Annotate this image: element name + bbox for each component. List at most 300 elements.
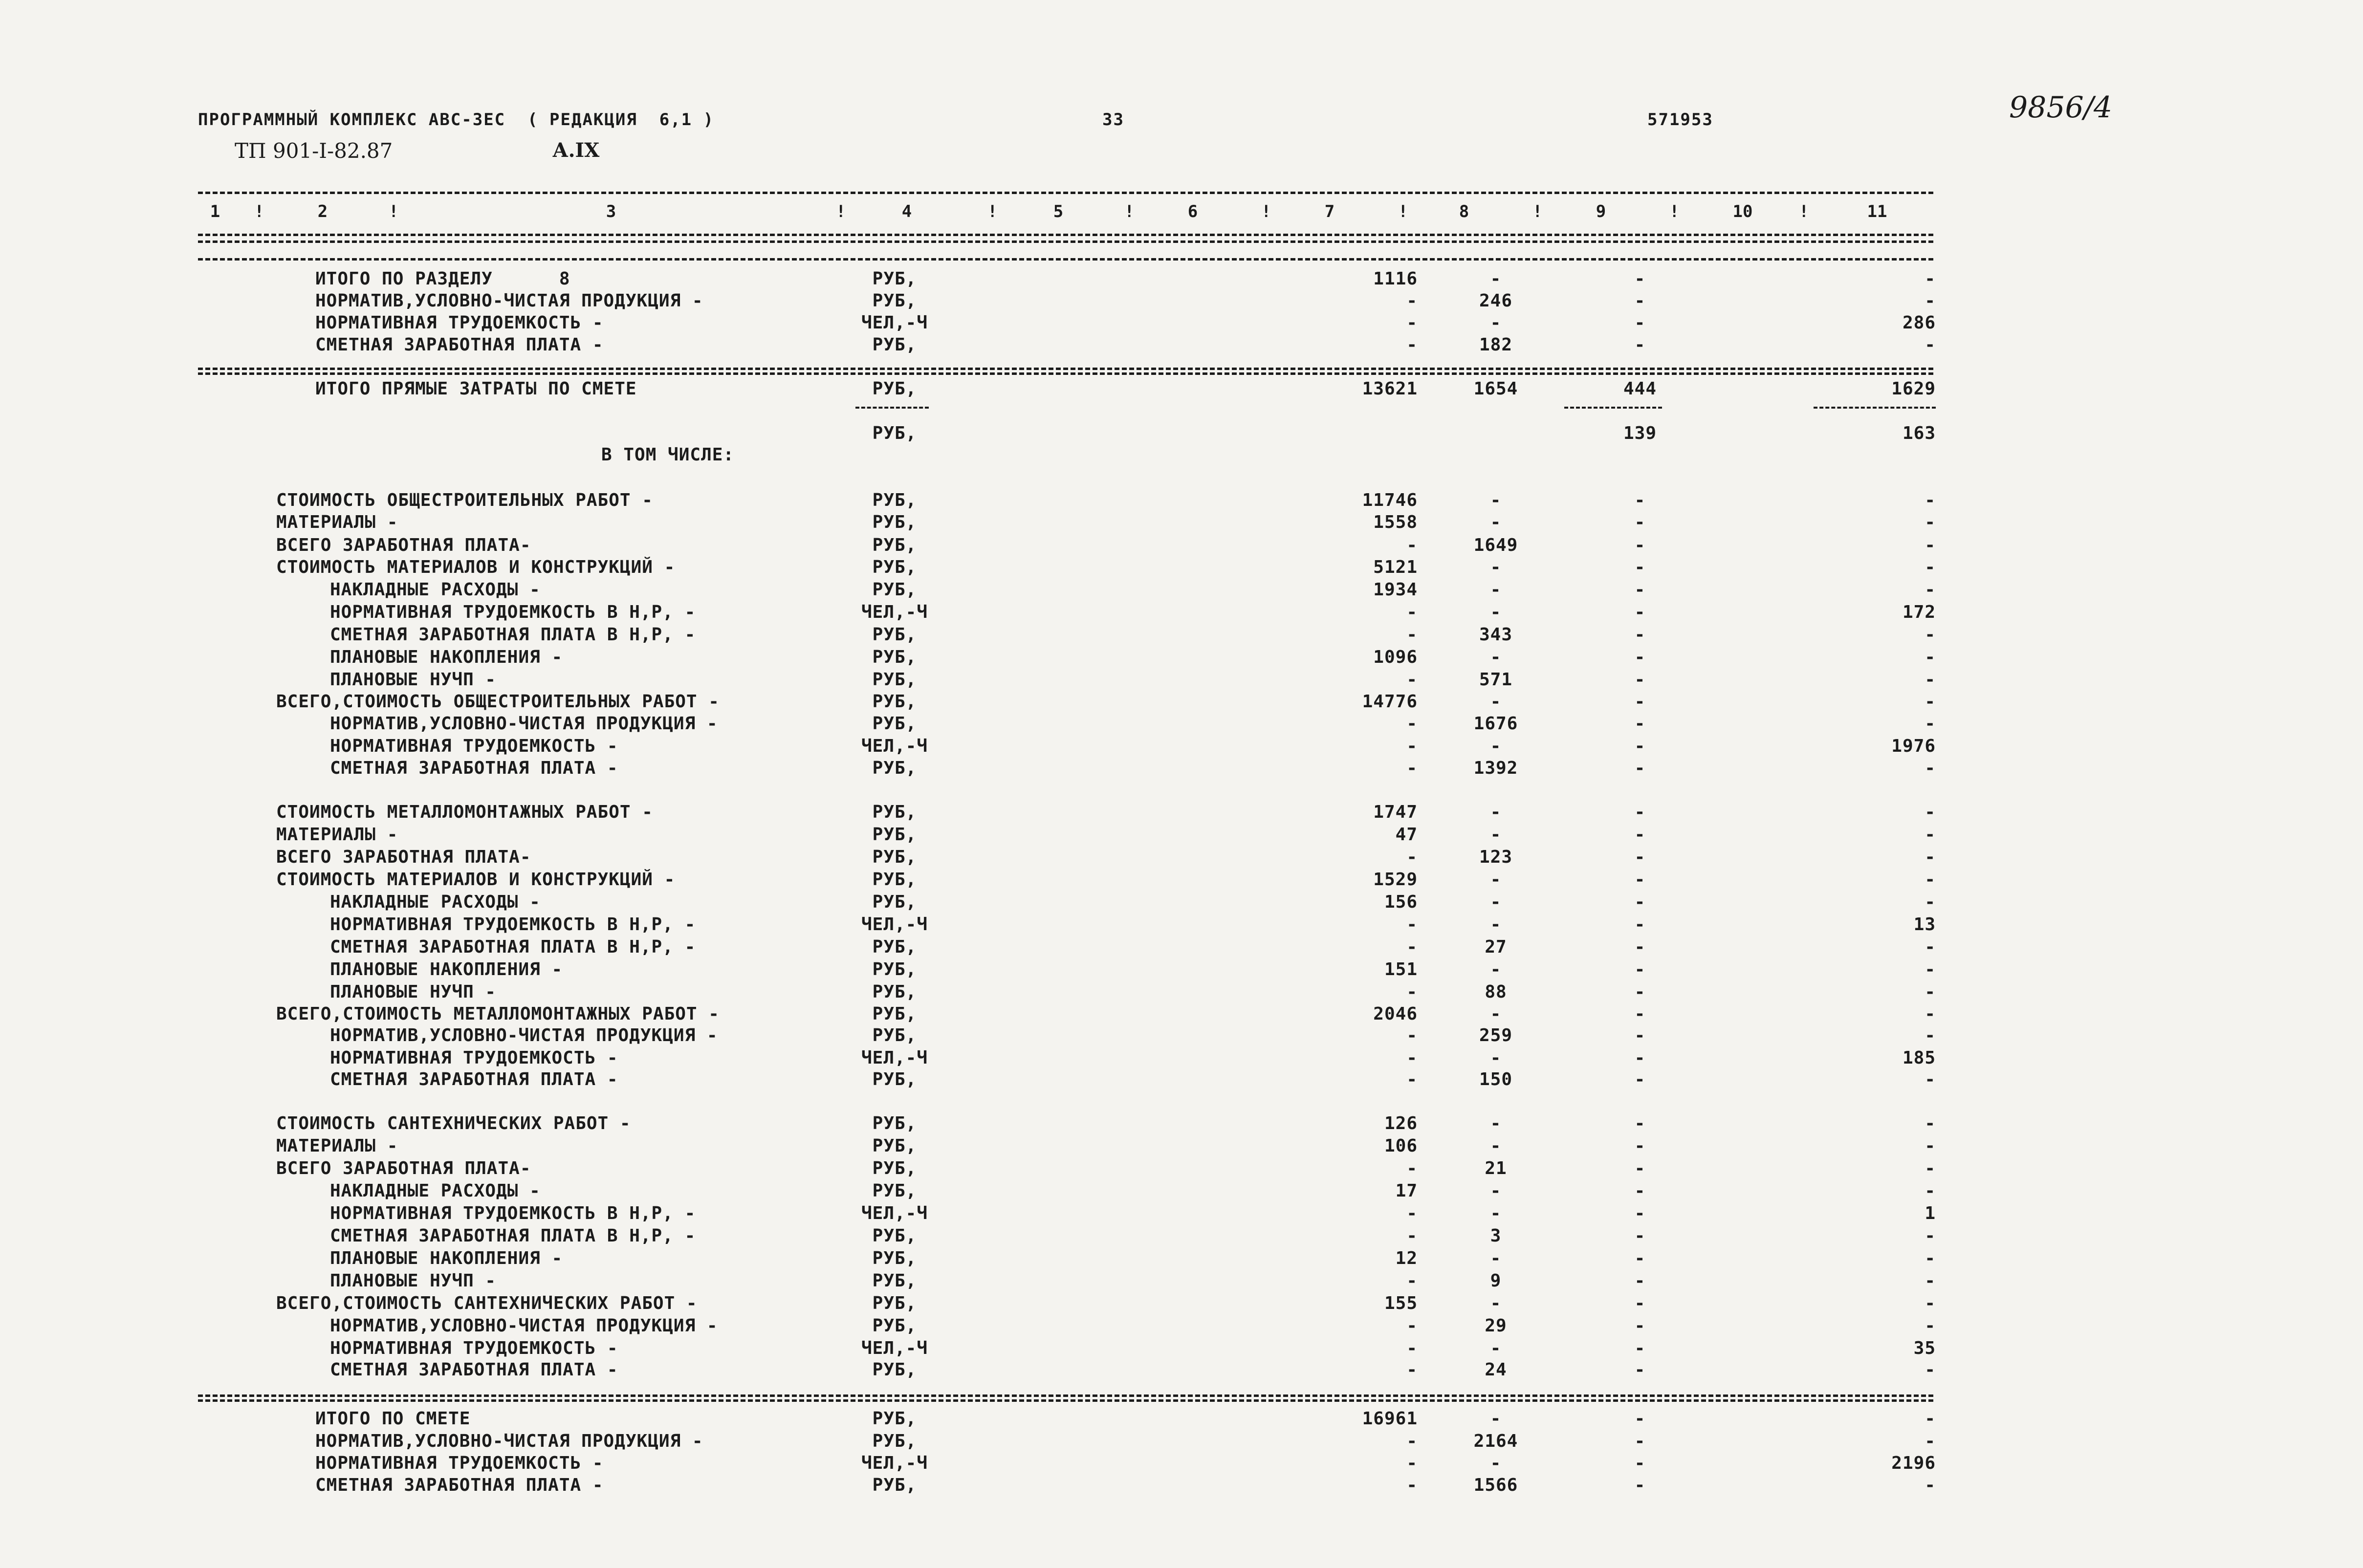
- cell-col-9: -: [1634, 1025, 1646, 1045]
- row-unit: РУБ,: [872, 1136, 917, 1156]
- cell-col-11: -: [1925, 580, 1936, 600]
- cell-col-7: 1934: [1373, 580, 1418, 600]
- cell-col-7: 2046: [1373, 1004, 1418, 1024]
- cell-col-9: -: [1634, 1360, 1646, 1380]
- row-label: ВСЕГО ЗАРАБОТНАЯ ПЛАТА-: [276, 535, 531, 555]
- cell-col-9: -: [1634, 1338, 1646, 1358]
- cell-col-9: -: [1634, 1409, 1646, 1429]
- row-label: СТОИМОСТЬ МЕТАЛЛОМОНТАЖНЫХ РАБОТ -: [276, 802, 653, 822]
- row-unit: РУБ,: [872, 557, 917, 577]
- column-separator: !: [254, 202, 264, 221]
- cell-col-8: -: [1490, 1203, 1502, 1223]
- cell-col-7: -: [1406, 982, 1418, 1002]
- cell-col-11: -: [1925, 291, 1936, 311]
- cell-col-9: -: [1634, 269, 1646, 289]
- table-row: [0, 490, 2363, 512]
- table-row: [0, 625, 2363, 646]
- column-number-3: 3: [606, 202, 616, 221]
- table-row: [0, 269, 2363, 290]
- cell-col-11: -: [1925, 982, 1936, 1002]
- table-top-rule: [198, 192, 1933, 194]
- cell-col-8: 123: [1479, 847, 1513, 867]
- cell-col-8: -: [1490, 512, 1502, 532]
- cell-col-9: -: [1634, 535, 1646, 555]
- table-row: [0, 1431, 2363, 1453]
- table-row: [0, 379, 2363, 400]
- row-label: СМЕТНАЯ ЗАРАБОТНАЯ ПЛАТА В Н,Р, -: [330, 625, 696, 645]
- table-row: [0, 758, 2363, 780]
- cell-col-7: -: [1406, 1226, 1418, 1246]
- cell-col-8: 9: [1490, 1271, 1502, 1291]
- cell-col-9: -: [1634, 1113, 1646, 1133]
- cell-col-9: -: [1634, 1004, 1646, 1024]
- cell-col-7: -: [1406, 1025, 1418, 1045]
- section-rule: [198, 1394, 1933, 1397]
- cell-col-8: 1392: [1473, 758, 1518, 778]
- row-label: НОРМАТИВ,УСЛОВНО-ЧИСТАЯ ПРОДУКЦИЯ -: [315, 1431, 703, 1451]
- row-unit: РУБ,: [872, 692, 917, 712]
- cell-col-11: -: [1925, 1158, 1936, 1178]
- cell-col-8: -: [1490, 557, 1502, 577]
- row-unit: РУБ,: [872, 982, 917, 1002]
- cell-col-7: -: [1406, 1158, 1418, 1178]
- cell-col-8: 21: [1485, 1158, 1507, 1178]
- cell-col-11: -: [1925, 1293, 1936, 1313]
- cell-col-11: -: [1925, 1025, 1936, 1045]
- cell-col-9: -: [1634, 825, 1646, 845]
- cell-col-7: 156: [1384, 892, 1418, 912]
- row-label: НОРМАТИВНАЯ ТРУДОЕМКОСТЬ В Н,Р, -: [330, 602, 696, 622]
- row-unit: РУБ,: [872, 1113, 917, 1133]
- table-row: [0, 1316, 2363, 1337]
- cell-col-9: -: [1634, 959, 1646, 980]
- cell-col-8: -: [1490, 1293, 1502, 1313]
- table-row: [0, 1338, 2363, 1360]
- cell-col-9: -: [1634, 1158, 1646, 1178]
- cell-col-8: 27: [1485, 937, 1507, 957]
- document-code: 571953: [1647, 110, 1713, 130]
- cell-col-7: -: [1406, 937, 1418, 957]
- column-number-9: 9: [1596, 202, 1606, 221]
- row-label: В ТОМ ЧИСЛЕ:: [601, 445, 735, 465]
- cell-col-9: -: [1634, 736, 1646, 756]
- table-row: [0, 512, 2363, 534]
- cell-col-9: -: [1634, 625, 1646, 645]
- cell-col-7: -: [1406, 535, 1418, 555]
- cell-col-8: 1649: [1473, 535, 1518, 555]
- table-row: [0, 1271, 2363, 1292]
- cell-col-11: -: [1925, 1475, 1936, 1495]
- table-row: [0, 535, 2363, 557]
- cell-col-11: -: [1925, 714, 1936, 734]
- row-label: НОРМАТИВ,УСЛОВНО-ЧИСТАЯ ПРОДУКЦИЯ -: [330, 714, 718, 734]
- cell-col-11: 1976: [1891, 736, 1936, 756]
- section-rule: [198, 372, 1933, 375]
- row-label: НОРМАТИВНАЯ ТРУДОЕМКОСТЬ В Н,Р, -: [330, 1203, 696, 1223]
- row-label: СМЕТНАЯ ЗАРАБОТНАЯ ПЛАТА -: [330, 758, 618, 778]
- table-row: [0, 580, 2363, 601]
- row-unit: РУБ,: [872, 1475, 917, 1495]
- cell-col-11: -: [1925, 1181, 1936, 1201]
- cell-col-8: -: [1490, 1248, 1502, 1268]
- cell-col-8: 343: [1479, 625, 1513, 645]
- table-row: [0, 802, 2363, 824]
- column-separator: !: [987, 202, 998, 221]
- project-code: ТП 901-I-82.87: [235, 139, 393, 163]
- program-title: ПРОГРАММНЫЙ КОМПЛЕКС АВС-3ЕС ( РЕДАКЦИЯ 6,1 ): [198, 110, 715, 130]
- cell-col-7: -: [1406, 758, 1418, 778]
- column-separator: !: [1799, 202, 1809, 221]
- cell-col-11: -: [1925, 1360, 1936, 1380]
- cell-col-8: -: [1490, 269, 1502, 289]
- table-header-rule: [198, 234, 1933, 236]
- cell-col-11: -: [1925, 269, 1936, 289]
- cell-col-11: -: [1925, 847, 1936, 867]
- row-label: НОРМАТИВНАЯ ТРУДОЕМКОСТЬ В Н,Р, -: [330, 915, 696, 935]
- row-label: ВСЕГО,СТОИМОСТЬ МЕТАЛЛОМОНТАЖНЫХ РАБОТ -: [276, 1004, 720, 1024]
- row-label: СМЕТНАЯ ЗАРАБОТНАЯ ПЛАТА -: [330, 1069, 618, 1089]
- row-unit: РУБ,: [872, 1004, 917, 1024]
- cell-col-11: -: [1925, 512, 1936, 532]
- cell-col-9: 444: [1623, 379, 1657, 399]
- row-unit: РУБ,: [872, 959, 917, 980]
- row-unit: РУБ,: [872, 291, 917, 311]
- row-unit: РУБ,: [872, 535, 917, 555]
- cell-col-9: -: [1634, 1271, 1646, 1291]
- column-number-1: 1: [210, 202, 220, 221]
- row-unit: РУБ,: [872, 580, 917, 600]
- row-unit: РУБ,: [872, 1069, 917, 1089]
- cell-col-11: -: [1925, 758, 1936, 778]
- cell-col-7: -: [1406, 1431, 1418, 1451]
- cell-col-8: -: [1490, 825, 1502, 845]
- section-rule: [198, 368, 1933, 370]
- row-unit: ЧЕЛ,-Ч: [861, 1203, 928, 1223]
- table-row: [0, 1226, 2363, 1247]
- cell-col-7: 1529: [1373, 870, 1418, 890]
- row-unit: РУБ,: [872, 937, 917, 957]
- cell-col-9: -: [1634, 647, 1646, 667]
- row-label: ПЛАНОВЫЕ НУЧП -: [330, 1271, 497, 1291]
- album-number: А.IX: [552, 139, 600, 162]
- cell-col-11: -: [1925, 490, 1936, 510]
- table-row: [0, 937, 2363, 958]
- table-row: [0, 959, 2363, 981]
- row-label: ПЛАНОВЫЕ НУЧП -: [330, 982, 497, 1002]
- row-label: ПЛАНОВЫЕ НАКОПЛЕНИЯ -: [330, 1248, 563, 1268]
- cell-col-8: -: [1490, 602, 1502, 622]
- subtotal-rule: [855, 407, 929, 409]
- row-unit: РУБ,: [872, 379, 917, 399]
- table-row: [0, 1004, 2363, 1025]
- cell-col-8: -: [1490, 1113, 1502, 1133]
- table-row: [0, 647, 2363, 669]
- cell-col-9: -: [1634, 692, 1646, 712]
- table-row: [0, 847, 2363, 869]
- cell-col-8: -: [1490, 1409, 1502, 1429]
- cell-col-7: 16961: [1362, 1409, 1418, 1429]
- cell-col-8: 29: [1485, 1316, 1507, 1336]
- cell-col-11: 185: [1902, 1048, 1936, 1068]
- cell-col-7: -: [1406, 1203, 1418, 1223]
- cell-col-7: -: [1406, 670, 1418, 690]
- row-label: НОРМАТИВНАЯ ТРУДОЕМКОСТЬ -: [330, 1048, 618, 1068]
- column-separator: !: [836, 202, 846, 221]
- cell-col-8: -: [1490, 892, 1502, 912]
- cell-col-11: -: [1925, 1226, 1936, 1246]
- cell-col-9: -: [1634, 1431, 1646, 1451]
- cell-col-11: -: [1925, 692, 1936, 712]
- cell-col-7: 11746: [1362, 490, 1418, 510]
- table-row: [0, 1136, 2363, 1157]
- cell-col-11: 2196: [1891, 1453, 1936, 1473]
- row-label: НОРМАТИВ,УСЛОВНО-ЧИСТАЯ ПРОДУКЦИЯ -: [315, 291, 703, 311]
- cell-col-9: -: [1634, 670, 1646, 690]
- cell-col-11: -: [1925, 1409, 1936, 1429]
- table-row: [0, 291, 2363, 312]
- row-unit: РУБ,: [872, 423, 917, 443]
- cell-col-7: 155: [1384, 1293, 1418, 1313]
- cell-col-8: 1676: [1473, 714, 1518, 734]
- cell-col-11: -: [1925, 335, 1936, 355]
- table-row: [0, 915, 2363, 936]
- cell-col-11: -: [1925, 557, 1936, 577]
- cell-col-9: -: [1634, 847, 1646, 867]
- cell-col-9: -: [1634, 892, 1646, 912]
- cell-col-8: -: [1490, 915, 1502, 935]
- cell-col-7: 47: [1395, 825, 1418, 845]
- row-unit: РУБ,: [872, 269, 917, 289]
- cell-col-7: -: [1406, 1048, 1418, 1068]
- cell-col-9: -: [1634, 602, 1646, 622]
- row-label: ПЛАНОВЫЕ НУЧП -: [330, 670, 497, 690]
- table-row: [0, 692, 2363, 713]
- row-unit: РУБ,: [872, 825, 917, 845]
- row-label: НАКЛАДНЫЕ РАСХОДЫ -: [330, 580, 541, 600]
- table-row: [0, 1181, 2363, 1202]
- cell-col-7: 5121: [1373, 557, 1418, 577]
- row-label: СМЕТНАЯ ЗАРАБОТНАЯ ПЛАТА В Н,Р, -: [330, 937, 696, 957]
- cell-col-8: 2164: [1473, 1431, 1518, 1451]
- row-unit: РУБ,: [872, 512, 917, 532]
- page-number: 33: [1102, 110, 1124, 130]
- cell-col-11: -: [1925, 959, 1936, 980]
- table-row: [0, 670, 2363, 691]
- cell-col-11: 286: [1902, 313, 1936, 333]
- row-unit: РУБ,: [872, 1293, 917, 1313]
- cell-col-11: -: [1925, 1069, 1936, 1089]
- column-number-5: 5: [1053, 202, 1064, 221]
- row-label: СТОИМОСТЬ САНТЕХНИЧЕСКИХ РАБОТ -: [276, 1113, 631, 1133]
- column-separator: !: [1261, 202, 1271, 221]
- table-row: [0, 445, 2363, 466]
- row-label: ПЛАНОВЫЕ НАКОПЛЕНИЯ -: [330, 647, 563, 667]
- row-unit: ЧЕЛ,-Ч: [861, 1048, 928, 1068]
- cell-col-8: -: [1490, 313, 1502, 333]
- row-unit: РУБ,: [872, 802, 917, 822]
- row-unit: РУБ,: [872, 1409, 917, 1429]
- cell-col-11: -: [1925, 892, 1936, 912]
- table-row: [0, 1048, 2363, 1069]
- table-row: [0, 1203, 2363, 1225]
- cell-col-11: -: [1925, 1004, 1936, 1024]
- cell-col-9: -: [1634, 557, 1646, 577]
- cell-col-11: -: [1925, 937, 1936, 957]
- row-unit: РУБ,: [872, 1181, 917, 1201]
- column-number-10: 10: [1732, 202, 1753, 221]
- cell-col-9: -: [1634, 758, 1646, 778]
- cell-col-7: 1096: [1373, 647, 1418, 667]
- row-label: НОРМАТИВНАЯ ТРУДОЕМКОСТЬ -: [315, 1453, 604, 1473]
- row-label: МАТЕРИАЛЫ -: [276, 512, 398, 532]
- column-separator: !: [389, 202, 399, 221]
- cell-col-7: 1116: [1373, 269, 1418, 289]
- table-row: [0, 714, 2363, 735]
- row-label: ИТОГО ПО СМЕТЕ: [315, 1409, 471, 1429]
- cell-col-11: -: [1925, 647, 1936, 667]
- row-label: НОРМАТИВНАЯ ТРУДОЕМКОСТЬ -: [315, 313, 604, 333]
- row-unit: РУБ,: [872, 1025, 917, 1045]
- cell-col-11: -: [1925, 802, 1936, 822]
- cell-col-9: -: [1634, 870, 1646, 890]
- cell-col-8: -: [1490, 870, 1502, 890]
- table-row: [0, 1360, 2363, 1381]
- row-unit: РУБ,: [872, 714, 917, 734]
- cell-col-8: 259: [1479, 1025, 1513, 1045]
- table-row: [0, 1409, 2363, 1430]
- cell-col-11: -: [1925, 1136, 1936, 1156]
- row-unit: РУБ,: [872, 847, 917, 867]
- row-label: НОРМАТИВ,УСЛОВНО-ЧИСТАЯ ПРОДУКЦИЯ -: [330, 1316, 718, 1336]
- cell-col-9: -: [1634, 335, 1646, 355]
- row-unit: ЧЕЛ,-Ч: [861, 915, 928, 935]
- table-row: [0, 1248, 2363, 1270]
- row-label: СМЕТНАЯ ЗАРАБОТНАЯ ПЛАТА -: [330, 1360, 618, 1380]
- table-row: [0, 602, 2363, 624]
- row-unit: ЧЕЛ,-Ч: [861, 1338, 928, 1358]
- row-label: НОРМАТИВНАЯ ТРУДОЕМКОСТЬ -: [330, 1338, 618, 1358]
- row-label: ИТОГО ПРЯМЫЕ ЗАТРАТЫ ПО СМЕТЕ: [315, 379, 637, 399]
- row-unit: РУБ,: [872, 758, 917, 778]
- cell-col-9: -: [1634, 1136, 1646, 1156]
- table-row: [0, 982, 2363, 1003]
- cell-col-11: 172: [1902, 602, 1936, 622]
- cell-col-9: -: [1634, 937, 1646, 957]
- cell-col-9: -: [1634, 982, 1646, 1002]
- cell-col-9: -: [1634, 313, 1646, 333]
- cell-col-11: -: [1925, 1431, 1936, 1451]
- row-label: ВСЕГО ЗАРАБОТНАЯ ПЛАТА-: [276, 847, 531, 867]
- cell-col-8: 150: [1479, 1069, 1513, 1089]
- cell-col-9: -: [1634, 1226, 1646, 1246]
- cell-col-11: -: [1925, 825, 1936, 845]
- column-number-4: 4: [901, 202, 912, 221]
- cell-col-8: -: [1490, 647, 1502, 667]
- cell-col-8: 1654: [1473, 379, 1518, 399]
- cell-col-8: 1566: [1473, 1475, 1518, 1495]
- cell-col-9: -: [1634, 1048, 1646, 1068]
- row-label: СТОИМОСТЬ ОБЩЕСТРОИТЕЛЬНЫХ РАБОТ -: [276, 490, 653, 510]
- cell-col-7: 12: [1395, 1248, 1418, 1268]
- section-rule: [198, 258, 1933, 261]
- cell-col-7: 1747: [1373, 802, 1418, 822]
- column-separator: !: [1669, 202, 1680, 221]
- cell-col-11: 1: [1925, 1203, 1936, 1223]
- cell-col-9: -: [1634, 512, 1646, 532]
- cell-col-8: -: [1490, 1453, 1502, 1473]
- row-label: МАТЕРИАЛЫ -: [276, 825, 398, 845]
- row-label: МАТЕРИАЛЫ -: [276, 1136, 398, 1156]
- cell-col-7: -: [1406, 1360, 1418, 1380]
- cell-col-7: -: [1406, 1316, 1418, 1336]
- row-unit: РУБ,: [872, 670, 917, 690]
- cell-col-7: 14776: [1362, 692, 1418, 712]
- row-unit: РУБ,: [872, 1360, 917, 1380]
- table-row: [0, 1158, 2363, 1180]
- row-label: НАКЛАДНЫЕ РАСХОДЫ -: [330, 892, 541, 912]
- table-row: [0, 335, 2363, 356]
- row-label: СТОИМОСТЬ МАТЕРИАЛОВ И КОНСТРУКЦИЙ -: [276, 557, 676, 577]
- cell-col-7: 151: [1384, 959, 1418, 980]
- row-label: НОРМАТИВ,УСЛОВНО-ЧИСТАЯ ПРОДУКЦИЯ -: [330, 1025, 718, 1045]
- cell-col-8: -: [1490, 1338, 1502, 1358]
- cell-col-7: 1558: [1373, 512, 1418, 532]
- cell-col-9: -: [1634, 1181, 1646, 1201]
- cell-col-7: -: [1406, 1453, 1418, 1473]
- column-separator: !: [1532, 202, 1543, 221]
- cell-col-9: -: [1634, 1203, 1646, 1223]
- cell-col-9: -: [1634, 1293, 1646, 1313]
- cell-col-7: -: [1406, 313, 1418, 333]
- cell-col-9: -: [1634, 291, 1646, 311]
- cell-col-7: -: [1406, 915, 1418, 935]
- table-row: [0, 1069, 2363, 1091]
- cell-col-9: -: [1634, 714, 1646, 734]
- row-unit: РУБ,: [872, 1271, 917, 1291]
- cell-col-8: 3: [1490, 1226, 1502, 1246]
- cell-col-11: 163: [1902, 423, 1936, 443]
- cell-col-8: 246: [1479, 291, 1513, 311]
- cell-col-7: -: [1406, 1069, 1418, 1089]
- table-row: [0, 1113, 2363, 1135]
- table-row: [0, 1453, 2363, 1475]
- cell-col-9: -: [1634, 1453, 1646, 1473]
- row-label: СМЕТНАЯ ЗАРАБОТНАЯ ПЛАТА -: [315, 335, 604, 355]
- cell-col-7: 126: [1384, 1113, 1418, 1133]
- row-unit: РУБ,: [872, 647, 917, 667]
- row-label: СМЕТНАЯ ЗАРАБОТНАЯ ПЛАТА В Н,Р, -: [330, 1226, 696, 1246]
- cell-col-11: 1629: [1891, 379, 1936, 399]
- cell-col-8: -: [1490, 580, 1502, 600]
- cell-col-11: 13: [1913, 915, 1936, 935]
- cell-col-11: -: [1925, 625, 1936, 645]
- cell-col-8: 24: [1485, 1360, 1507, 1380]
- row-unit: ЧЕЛ,-Ч: [861, 313, 928, 333]
- cell-col-8: -: [1490, 1181, 1502, 1201]
- table-row: [0, 1475, 2363, 1497]
- row-unit: РУБ,: [872, 625, 917, 645]
- table-row: [0, 1293, 2363, 1315]
- cell-col-9: -: [1634, 1316, 1646, 1336]
- row-unit: РУБ,: [872, 490, 917, 510]
- table-row: [0, 892, 2363, 914]
- cell-col-8: -: [1490, 490, 1502, 510]
- cell-col-9: -: [1634, 580, 1646, 600]
- column-number-2: 2: [317, 202, 328, 221]
- row-label: ВСЕГО,СТОИМОСТЬ ОБЩЕСТРОИТЕЛЬНЫХ РАБОТ -: [276, 692, 720, 712]
- row-label: НОРМАТИВНАЯ ТРУДОЕМКОСТЬ -: [330, 736, 618, 756]
- row-label: ВСЕГО ЗАРАБОТНАЯ ПЛАТА-: [276, 1158, 531, 1178]
